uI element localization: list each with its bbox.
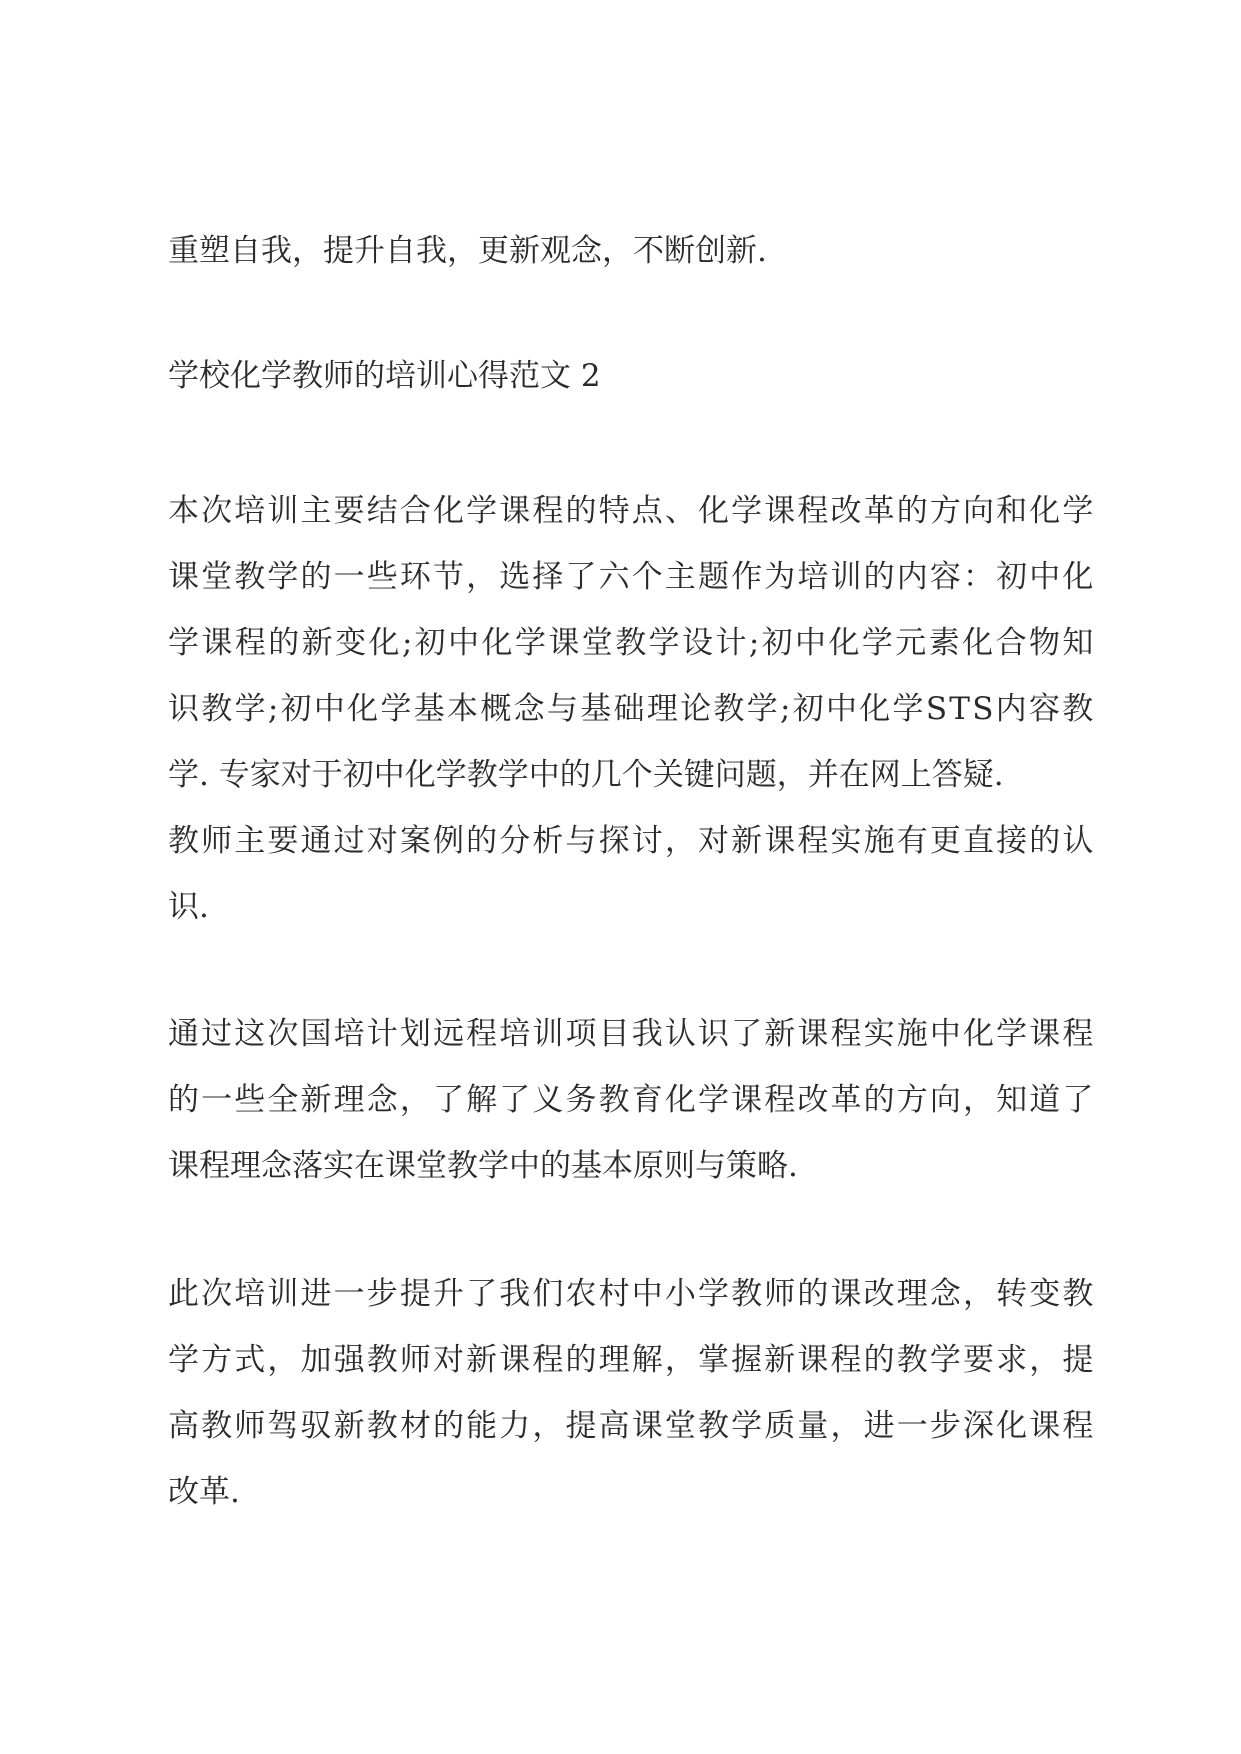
paragraph-1 bbox=[168, 478, 1093, 940]
text-line: 课程理念落实在课堂教学中的基本原则与策略. bbox=[168, 1148, 798, 1184]
text-line: 此 次 培 训 进 一 步 提 升 了 我 们 农 村 中 小 学 教 师 的 课 改 理 念 ， 转 变 教 bbox=[168, 1276, 1094, 1312]
opening-line bbox=[168, 218, 1093, 284]
text-line: 通 过 这 次 国 培 计 划 远 程 培 训 项 目 我 认 识 了 新 课 程 实 施 中 化 学 课 程 bbox=[168, 1016, 1094, 1052]
text-line: 课 堂 教 学 的 一 些 环 节 ， 选 择 了 六 个 主 题 作 为 培 训 的 内 容 ： 初 中 化 bbox=[168, 559, 1094, 595]
text-line: 识. bbox=[168, 889, 209, 925]
text-line: 学 课 程 的 新 变 化 ; 初 中 化 学 课 堂 教 学 设 计 ; 初 中 化 学 元 素 化 合 物 知 bbox=[168, 625, 1094, 661]
text-line: 学 方 式 ， 加 强 教 师 对 新 课 程 的 理 解 ， 掌 握 新 课 程 的 教 学 要 求 ， 提 bbox=[168, 1342, 1094, 1378]
text-line: 的 一 些 全 新 理 念 ， 了 解 了 义 务 教 育 化 学 课 程 改 革 的 方 向 ， 知 道 了 bbox=[168, 1082, 1094, 1118]
section-heading bbox=[168, 343, 1093, 409]
paragraph-2 bbox=[168, 1001, 1093, 1199]
text-line: 改革. bbox=[168, 1474, 240, 1510]
text-line: 重塑自我，提升自我，更新观念，不断创新. bbox=[168, 233, 767, 269]
text-line: 学. 专家对于初中化学教学中的几个关键问题，并在网上答疑. bbox=[168, 757, 1004, 793]
text-line: 识 教 学 ; 初 中 化 学 基 本 概 念 与 基 础 理 论 教 学 ; 初 中 化 学 S T S 内 容 教 bbox=[168, 691, 1094, 727]
text-line: 教 师 主 要 通 过 对 案 例 的 分 析 与 探 讨 ， 对 新 课 程 实 施 有 更 直 接 的 认 bbox=[168, 823, 1094, 859]
text-line: 高 教 师 驾 驭 新 教 材 的 能 力 ， 提 高 课 堂 教 学 质 量 ， 进 一 步 深 化 课 程 bbox=[168, 1408, 1094, 1444]
text-line: 本 次 培 训 主 要 结 合 化 学 课 程 的 特 点 、 化 学 课 程 改 革 的 方 向 和 化 学 bbox=[168, 493, 1094, 529]
paragraph-3 bbox=[168, 1261, 1093, 1525]
section-heading-text: 学校化学教师的培训心得范文 2 bbox=[168, 358, 601, 394]
